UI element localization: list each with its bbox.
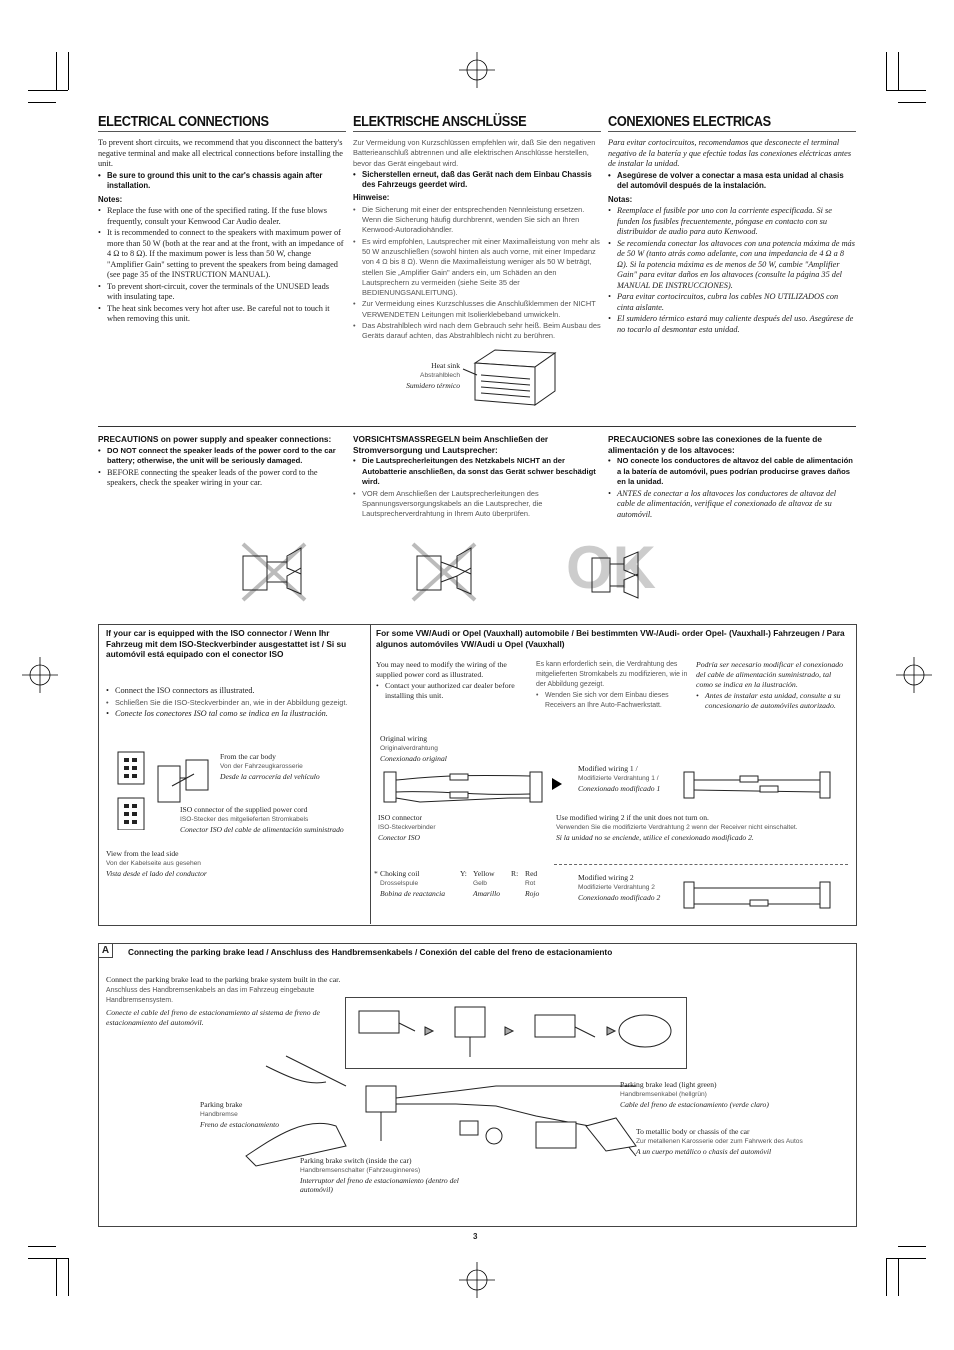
mod2-en: Modified wiring 2 — [578, 873, 634, 882]
view-lead-de: Von der Kabelseite aus gesehen — [106, 859, 201, 867]
from-car-label — [220, 752, 320, 781]
legend-star: * — [374, 869, 378, 878]
precautions-heading: VORSICHTSMASSREGELN beim Anschließen der Stromversorgung und Lautsprecher: — [353, 434, 549, 455]
precautions-spanish — [608, 434, 856, 521]
brake-de: Anschluss des Handbremsenkabels an das im Fahrzeug eingebaute Handbremsensystem. — [106, 987, 315, 1005]
iso-supplied-label — [180, 805, 344, 834]
iso-supplied-en: ISO connector of the supplied power cord — [180, 805, 308, 814]
pbl-es: Cable del freno de estacionamiento (verde claro) — [620, 1099, 769, 1109]
legend-choke-en: Choking coil — [380, 869, 420, 878]
note-speaker: • It is recommended to connect to the speakers with maximum power of more than 50 W (both at the rear and at the front, with an impedance of 4 Ω to 8 Ω). If the maximum power is less than 50 W, change "Amplifier Gain" setting to prevent the speakers from being damaged (see page 35 of the INSTRUCTION MANUAL). — [98, 228, 344, 281]
intro-text: To prevent short circuits, we recommend that you disconnect the battery's negative terminal and make all electrical connections before installing the unit. — [98, 138, 343, 168]
legend-r: R: — [511, 869, 519, 878]
view-lead-es: Vista desde el lado del conductor — [106, 868, 207, 878]
iso-conn-es: Conector ISO — [378, 832, 420, 842]
orig-es: Conexionado original — [380, 753, 447, 763]
iso-supplied-de: ISO-Stecker des mitgelieferten Stromkabels — [180, 815, 309, 823]
vw-es-bullet: • Antes de instalar esta unidad, consulte a su concesionario de automóviles autorizado. — [696, 691, 848, 711]
heatsink-label-de: Abstrahlblech — [420, 371, 460, 379]
vw-text-es — [696, 660, 848, 712]
legend-choke-es: Bobina de reactancia — [380, 888, 446, 898]
note-heatsink: • The heat sink becomes very hot after use. Be careful not to touch it when removing this unit. — [98, 304, 344, 325]
iso-text-en: • Connect the ISO connectors as illustrated. — [106, 686, 366, 697]
iso-heading: If your car is equipped with the ISO connector / Wenn Ihr Fahrzeug mit dem ISO-Steckverbinder ausgestattet ist / Si su automóvil está equipado con el conector ISO — [106, 628, 347, 659]
mod2-es: Conexionado modificado 2 — [578, 892, 661, 902]
page-number: 3 — [473, 1232, 478, 1241]
vw-de-body: Es kann erforderlich sein, die Verdrahtung des mitgelieferten Stromkabels zu modifizieren, wie in der Abbildung gezeigt. — [536, 661, 688, 688]
modified-wiring-1-label — [578, 764, 660, 793]
pbl-de: Handbremsenkabel (hellgrün) — [620, 1090, 707, 1098]
modified-wiring-2-label — [578, 873, 660, 902]
pbs-en: Parking brake switch (inside the car) — [300, 1156, 412, 1165]
note-speaker: • Se recomienda conectar los altavoces con una potencia máxima de más de 50 W (tanto atrás como adelante, con una impedancia de 4 Ω a 8 Ω). Si la potencia máxima es de menos de 50 W, cambie "Amplifier Gain" para evitar daños en los altavoces (consulte la página 35 del MANUAL DE INSTRUCCIONES). — [608, 239, 856, 292]
iso-instructions — [106, 686, 366, 720]
precautions-heading: PRECAUTIONS on power supply and speaker connections: — [98, 434, 332, 444]
mod1-en: Modified wiring 1 / — [578, 764, 638, 773]
pbs-es: Interruptor del freno de estacionamiento (dentro del automóvil) — [300, 1175, 459, 1195]
use-mod2-es: Si la unidad no se enciende, utilice el conexionado modificado 2. — [556, 832, 754, 842]
intro-text: Para evitar cortocircuitos, recomendamos que desconecte el terminal negativo de la batería y que efectúe todas las conexiones eléctricas antes de instalar la unidad. — [608, 138, 852, 168]
precautions-warning: • NO conecte los conductores de altavoz del cable de alimentación a la batería de automóvil, pues podrían producirse graves daños en la unidad. — [608, 456, 856, 488]
pb-en: Parking brake — [200, 1100, 243, 1109]
parking-brake-instructions — [106, 975, 366, 1029]
brake-en: Connect the parking brake lead to the parking brake system built in the car. — [106, 975, 341, 984]
notes-heading: Hinweise: — [353, 193, 390, 203]
precautions-english — [98, 434, 344, 490]
parking-brake-label — [200, 1100, 279, 1129]
use-modified-2-label — [556, 813, 798, 842]
note-fuse: • Reemplace el fusible por uno con la corriente especificada. Si se funden los fusibles frecuentemente, póngase en contacto con su distribuidor de audio para auto Kenwood. — [608, 206, 856, 238]
legend-amarillo: Amarillo — [473, 888, 501, 898]
view-lead-label — [106, 849, 207, 878]
metal-de: Zur metallenen Karosserie oder zum Fahrwerk des Autos — [636, 1137, 803, 1145]
vw-de-bullet: • Wenden Sie sich vor dem Einbau dieses Receivers an Ihre Auto-Fachwerkstatt. — [536, 691, 688, 711]
iso-conn-en: ISO connector — [378, 813, 423, 822]
metal-en: To metallic body or chassis of the car — [636, 1127, 750, 1136]
wrong-wiring-illustration-1 — [235, 538, 315, 604]
ground-note: • Be sure to ground this unit to the car's chassis again after installation. — [98, 171, 344, 192]
vw-text-de — [536, 660, 688, 712]
note-speaker: • Es wird empfohlen, Lautsprecher mit einer Maximalleistung von mehr als 50 W anzuschließen (sowohl hinten als auch vorne, mit einer Impedanz von 4 Ω bis 8 Ω). Wenn die Maximalleistung weniger als 50 W beträgt, stellen Sie „Amplifier Gain" anders ein, um Schäden an den Lautsprechern zu vermeiden (siehe Seite 35 der BEDIENUNGSANLEITUNG). — [353, 237, 601, 299]
from-car-es: Desde la carrocería del vehículo — [220, 771, 320, 781]
legend-red: Red — [525, 869, 538, 878]
original-wiring-diagram — [380, 762, 550, 810]
correct-wiring-illustration — [590, 550, 650, 600]
column-english — [98, 138, 344, 326]
ok-mark: OK — [566, 534, 656, 601]
legend-choke-de: Drosselspule — [380, 879, 419, 887]
legend-gelb: Gelb — [473, 879, 487, 887]
heatsink-label-en: Heat sink — [431, 361, 460, 370]
use-mod2-de: Verwenden Sie die modifizierte Verdrahtung 2 wenn der Receiver nicht einschaltet. — [556, 823, 798, 831]
pb-de: Handbremse — [200, 1110, 238, 1118]
pb-es: Freno de estacionamiento — [200, 1119, 280, 1129]
title-en: ELECTRICAL CONNECTIONS — [98, 114, 269, 130]
title-es: CONEXIONES ELECTRICAS — [608, 114, 771, 130]
heatsink-label — [390, 361, 460, 390]
orig-en: Original wiring — [380, 734, 428, 743]
note-fuse: • Die Sicherung mit einer der entsprechenden Nennleistung ersetzen. Wenn die Sicherung häufig durchbrennt, wenden Sie sich an Ihren Kenwood-Autoradiohändler. — [353, 205, 601, 236]
precautions-warning: • DO NOT connect the speaker leads of the power cord to the car battery; otherwise, the unit will be seriously damaged. — [98, 446, 344, 467]
note-heatsink: • El sumidero térmico estará muy caliente después del uso. Asegúrese de no tocarlo al desmontar esta unidad. — [608, 314, 856, 335]
note-heatsink: • Das Abstrahlblech wird nach dem Gebrauch sehr heiß. Beim Ausbau des Geräts darauf achten, das Abstrahlblech nicht zu berühren. — [353, 321, 601, 342]
pbl-en: Parking brake lead (light green) — [620, 1080, 717, 1089]
precautions-note: • BEFORE connecting the speaker leads of the power cord to the speakers, check the speaker wiring in your car. — [98, 468, 344, 489]
mod2-de: Modifizierte Verdrahtung 2 — [578, 883, 655, 891]
vw-text-en — [376, 660, 528, 702]
modified-wiring-2-diagram — [680, 876, 840, 916]
notes-heading: Notas: — [608, 194, 633, 204]
heatsink-illustration — [455, 345, 565, 410]
legend-rojo: Rojo — [525, 888, 540, 898]
mod1-de: Modifizierte Verdrahtung 1 / — [578, 774, 659, 782]
wrong-wiring-illustration-2 — [405, 538, 485, 604]
use-mod2-en: Use modified wiring 2 if the unit does not turn on. — [556, 813, 709, 822]
vw-es-body: Podría ser necesario modificar el conexionado del cable de alimentación suministrado, tal como se indica en la ilustración. — [696, 660, 844, 689]
note-insulate: • To prevent short-circuit, cover the terminals of the UNUSED leads with insulating tape. — [98, 282, 344, 303]
from-car-en: From the car body — [220, 752, 276, 761]
mod1-es: Conexionado modificado 1 — [578, 783, 661, 793]
iso-text-es: • Conecte los conectores ISO tal como se indica en la ilustración. — [106, 709, 366, 720]
iso-conn-de: ISO-Steckverbinder — [378, 823, 436, 831]
precautions-german — [353, 434, 601, 520]
column-german — [353, 138, 601, 343]
iso-text-de: • Schließen Sie die ISO-Steckverbinder an, wie in der Abbildung gezeigt. — [106, 698, 366, 708]
precautions-heading: PRECAUCIONES sobre las conexiones de la fuente de alimentación y de los altavoces: — [608, 434, 822, 455]
notes-heading: Notes: — [98, 194, 123, 204]
arrow-icon — [550, 776, 564, 792]
parking-brake-wiring-illustration — [236, 1046, 656, 1171]
vw-en-bullet: • Contact your authorized car dealer before installing this unit. — [376, 681, 528, 701]
note-fuse: • Replace the fuse with one of the specified rating. If the fuse blows frequently, consult your Kenwood Car Audio dealer. — [98, 206, 344, 227]
vw-heading: For some VW/Audi or Opel (Vauxhall) automobile / Bei bestimmten VW-/Audi- order Opel- (Vauxhall-) Fahrzeugen / Para algunos automóviles VW/Audi u Opel (Vauxhall) — [376, 628, 845, 649]
orig-de: Originalverdrahtung — [380, 744, 438, 752]
metal-es: A un cuerpo metálico o chasis del automóvil — [636, 1146, 772, 1156]
iso-connector-label — [378, 813, 436, 842]
title-de: ELEKTRISCHE ANSCHLÜSSE — [353, 114, 527, 130]
parking-brake-switch-label — [300, 1156, 480, 1195]
dashed-divider — [554, 864, 848, 865]
precautions-note: • VOR dem Anschließen der Lautsprecherleitungen des Spannungsversorgungskabels an die Lautsprecher, die Lautsprecherverdrahtung in Ihrem Auto überprüfen. — [353, 489, 601, 520]
note-insulate: • Para evitar cortocircuitos, cubra los cables NO UTILIZADOS con cinta aislante. — [608, 292, 856, 313]
legend-yellow: Yellow — [473, 869, 495, 878]
iso-vw-divider — [370, 624, 371, 924]
title-rule-es — [608, 131, 856, 132]
pbs-de: Handbremsenschalter (Fahrzeuginneres) — [300, 1166, 421, 1174]
brake-es: Conecte el cable del freno de estacionamiento al sistema de freno de estacionamiento del automóvil. — [106, 1007, 320, 1027]
intro-text: Zur Vermeidung von Kurzschlüssen empfehlen wir, daß Sie den negativen Batterieanschluß abtrennen und alle elektrischen Anschlüsse herstellen, bevor das Gerät eingebaut wird. — [353, 138, 596, 168]
vw-en-body: You may need to modify the wiring of the supplied power cord as illustrated. — [376, 660, 507, 679]
column-spanish — [608, 138, 856, 336]
parking-brake-lead-label — [620, 1080, 769, 1109]
note-insulate: • Zur Vermeidung eines Kurzschlusses die Anschlußklemmen der NICHT VERWENDETEN Leitungen mit Isolierklebeband umwickeln. — [353, 299, 601, 320]
precautions-note: • ANTES de conectar a los altavoces los conductores de altavoz del cable de alimentación, verifique el conexionado de altavoz de su automóvil. — [608, 489, 856, 521]
section-divider — [98, 426, 856, 427]
title-rule-en — [98, 131, 346, 132]
parking-brake-heading: Connecting the parking brake lead / Anschluss des Handbremsenkabels / Conexión del cable del freno de estacionamiento — [128, 947, 613, 957]
ground-note: • Asegúrese de volver a conectar a masa esta unidad al chasis del automóvil después de la instalación. — [608, 171, 856, 192]
section-marker-a: A — [98, 943, 113, 958]
iso-supplied-es: Conector ISO del cable de alimentación suministrado — [180, 824, 344, 834]
ground-note: • Sicherstellen erneut, daß das Gerät nach dem Einbau Chassis des Fahrzeugs geerdet wird. — [353, 170, 601, 191]
modified-wiring-1-diagram — [680, 766, 840, 806]
metal-body-label — [636, 1127, 803, 1156]
title-rule-de — [353, 131, 601, 132]
precautions-warning: • Die Lautsprecherleitungen des Netzkabels NICHT an der Autobatterie anschließen, da sonst das Gerät schwer beschädigt wird. — [353, 456, 601, 488]
legend-rot: Rot — [525, 879, 536, 887]
from-car-de: Von der Fahrzeugkarosserie — [220, 762, 303, 770]
original-wiring-label — [380, 734, 447, 763]
heatsink-label-es: Sumidero térmico — [406, 380, 460, 390]
legend-y: Y: — [460, 869, 467, 878]
view-lead-en: View from the lead side — [106, 849, 179, 858]
